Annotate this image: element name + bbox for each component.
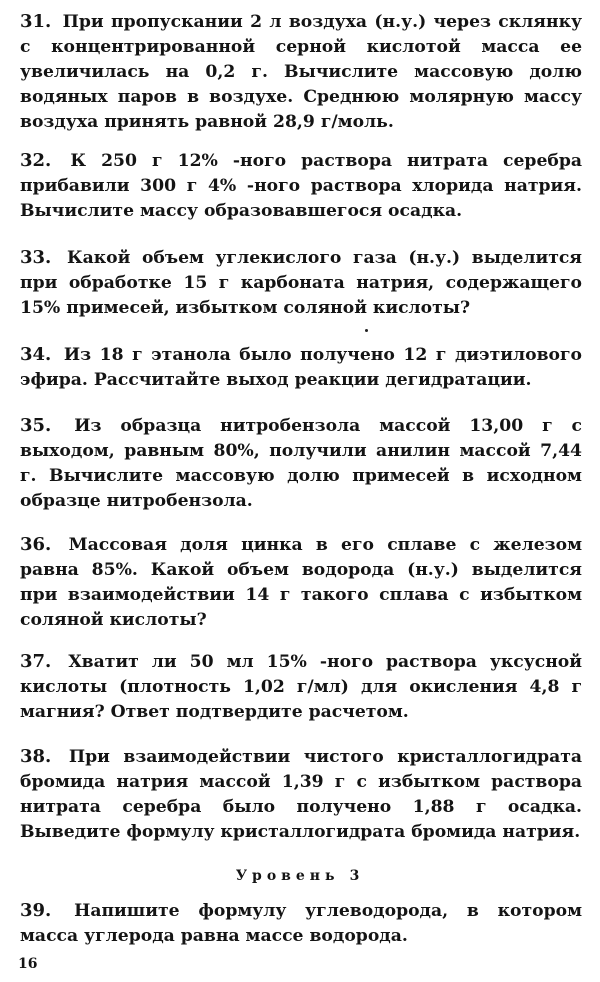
level-heading [0,868,600,884]
problem-31 [20,9,582,135]
print-speck [365,329,368,332]
problem-37 [20,649,582,725]
problem-text: При взаимодействии чистого кристаллогидрата бромида натрия массой 1,39 г с избытком раствора нитрата серебра было получено 1,88 г осадка. Выведите формулу кристаллогидрата бромида натрия. [20,747,583,842]
problem-number: 39. [20,900,52,921]
problem-number: 38. [20,746,52,767]
problem-text: Массовая доля цинка в его сплаве с железом равна 85%. Какой объем водорода (н.у.) выделится при взаимодействии 14 г такого сплава с избытком соляной кислоты? [20,535,582,630]
problem-number: 32. [20,150,52,171]
problem-39 [20,898,582,949]
problem-33 [20,245,582,321]
problem-number: 35. [20,415,52,436]
problem-number: 37. [20,651,52,672]
problem-34 [20,342,582,393]
problem-35 [20,413,582,514]
problem-text: Из образца нитробензола массой 13,00 г с выходом, равным 80%, получили анилин массой 7,44 г. Вычислите массовую долю примесей в исходном образце нитробензола. [20,416,582,511]
problem-number: 36. [20,534,52,555]
page-number: 16 [18,956,38,972]
problem-text: Хватит ли 50 мл 15% -ного раствора уксусной кислоты (плотность 1,02 г/мл) для окисления 4,8 г магния? Ответ подтвердите расчетом. [20,652,582,722]
problem-text: Какой объем углекислого газа (н.у.) выделится при обработке 15 г карбоната натрия, содержащего 15% примесей, избытком соляной кислоты? [20,248,583,318]
problem-text: Напишите формулу углеводорода, в котором масса углерода равна массе водорода. [20,901,583,946]
problem-38 [20,744,582,845]
level-label: Уровень [235,868,340,884]
level-number: 3 [349,868,365,884]
problem-36 [20,532,582,633]
problem-number: 33. [20,247,52,268]
problem-text: При пропускании 2 л воздуха (н.у.) через склянку с концентрированной серной кислотой масса ее увеличилась на 0,2 г. Вычислите массовую долю водяных паров в воздухе. Среднюю молярную массу воздуха принять равной 28,9 г/моль. [20,12,582,132]
problem-text: Из 18 г этанола было получено 12 г диэтилового эфира. Рассчитайте выход реакции дегидратации. [20,345,582,390]
problem-32 [20,148,582,224]
problem-number: 34. [20,344,52,365]
problem-number: 31. [20,11,52,32]
problem-text: К 250 г 12% -ного раствора нитрата серебра прибавили 300 г 4% -ного раствора хлорида натрия. Вычислите массу образовавшегося осадка. [20,151,582,221]
